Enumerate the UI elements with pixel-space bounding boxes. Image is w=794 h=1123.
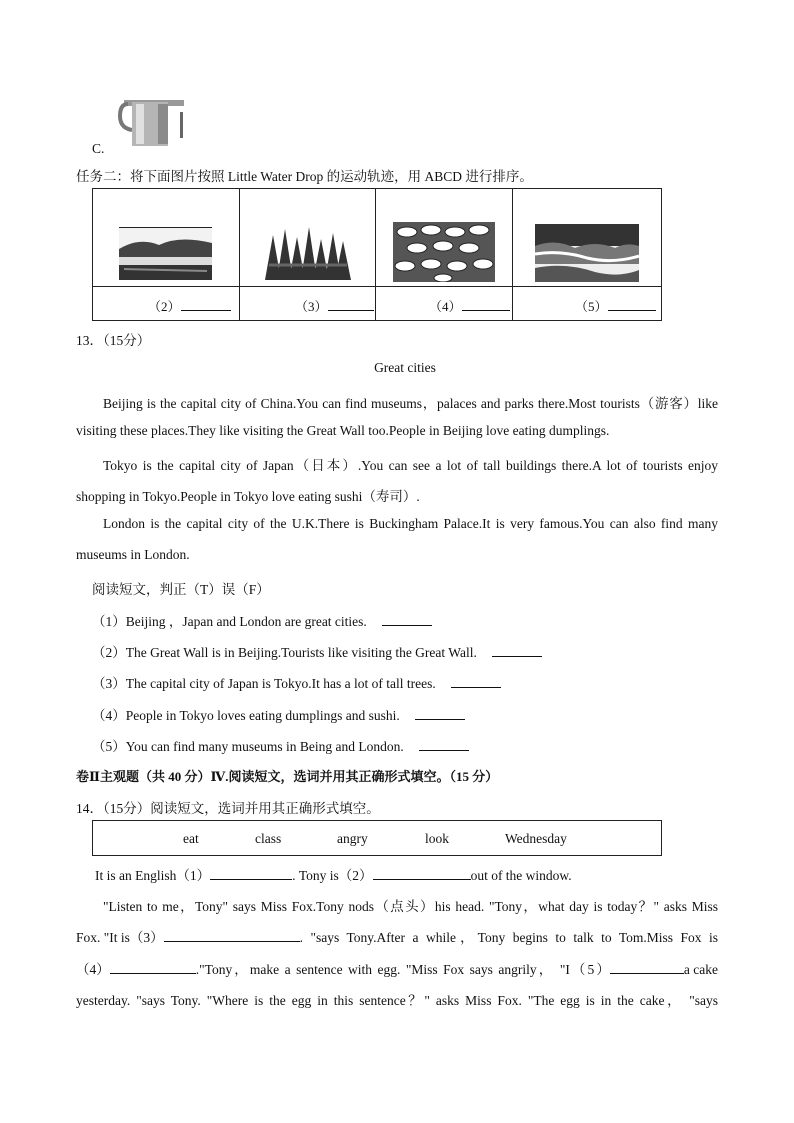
answer-blank[interactable] (328, 298, 374, 311)
answer-blank[interactable] (181, 298, 231, 311)
true-false-item: （1）Beijing ，Japan and London are great cities. (92, 610, 432, 630)
word-option: class (255, 831, 282, 846)
word-option: eat (183, 831, 199, 846)
passage-line: museums in London. (76, 547, 190, 562)
passage-line: shopping in Tokyo.People in Tokyo love eating sushi（寿司）. (76, 489, 420, 504)
word-option: look (425, 831, 450, 846)
forest-photo (263, 225, 351, 280)
passage-line: It is an English（1） . Tony is（2） out of the window. (95, 868, 572, 883)
passage-line: "Listen to me，Tony" says Miss Fox.Tony nods（点头）his head. "Tony，what day is today？" asks Miss (103, 899, 718, 914)
answer-blank[interactable] (210, 867, 292, 880)
word-option: angry (337, 831, 368, 846)
task2-instruction: 任务二：将下面图片按照 Little Water Drop 的运动轨迹，用 ABCD 进行排序。 (76, 169, 533, 184)
answer-blank[interactable] (419, 738, 469, 751)
true-false-item: （4）People in Tokyo loves eating dumplings and sushi. (92, 704, 465, 724)
word-bank (92, 820, 662, 856)
true-false-item: （3）The capital city of Japan is Tokyo.It has a lot of tall trees. (92, 672, 501, 692)
passage-line: yesterday. "says Tony. "Where is the egg in this sentence？" asks Miss Fox. "The egg is in the cake， "says (76, 993, 718, 1008)
clouds-photo (393, 222, 495, 282)
answer-blank[interactable] (373, 867, 471, 880)
answer-blank[interactable] (415, 707, 465, 720)
passage-line: London is the capital city of the U.K.There is Buckingham Palace.It is very famous.You can also find many (103, 516, 718, 531)
true-false-item: （2）The Great Wall is in Beijing.Tourists like visiting the Great Wall. (92, 641, 542, 661)
answer-blank[interactable] (462, 298, 510, 311)
passage-line: Tokyo is the capital city of Japan（日本）.You can see a lot of tall buildings there.A lot of tourists enjoy (103, 458, 718, 473)
answer-blank[interactable] (382, 613, 432, 626)
q14-header: 14．（15分）阅读短文，选词并用其正确形式填空。 (76, 801, 380, 816)
option-c-label: C. (92, 141, 105, 156)
word-option: Wednesday (505, 831, 567, 846)
mountain-lake-photo (119, 227, 212, 280)
q13-header: 13．（15分） (76, 333, 151, 348)
picture-label-5: （5） (575, 296, 656, 315)
passage-line: Beijing is the capital city of China.You can find museums，palaces and parks there.Most tourists（游客）like (103, 396, 718, 411)
passage-title: Great cities (374, 360, 436, 375)
answer-blank[interactable] (610, 961, 684, 974)
picture-label-4: （4） (429, 296, 510, 315)
answer-blank[interactable] (608, 298, 656, 311)
passage-line: Fox. "It is（3） . "says Tony.After a while，Tony begins to talk to Tom.Miss Fox is (76, 930, 718, 945)
answer-blank[interactable] (492, 644, 542, 657)
true-false-item: （5）You can find many museums in Being and London. (92, 735, 469, 755)
picture-label-3: （3） (295, 296, 374, 315)
passage-line: visiting these places.They like visiting the Great Wall too.People in Beijing love eating dumplings. (76, 423, 610, 438)
sea-waves-photo (535, 224, 639, 282)
section-heading: 卷Ⅱ主观题（共 40 分）Ⅳ.阅读短文，选词并用其正确形式填空。（15 分） (76, 769, 499, 784)
q13-instruction: 阅读短文，判正（T）误（F） (92, 582, 270, 597)
cup-image (116, 98, 188, 148)
answer-blank[interactable] (451, 675, 501, 688)
picture-table (92, 188, 662, 321)
passage-line: （4） ."Tony，make a sentence with egg. "Miss Fox says angrily， "I（5） a cake (76, 962, 718, 977)
answer-blank[interactable] (164, 929, 300, 942)
answer-blank[interactable] (110, 961, 196, 974)
picture-label-2: （2） (148, 296, 231, 315)
